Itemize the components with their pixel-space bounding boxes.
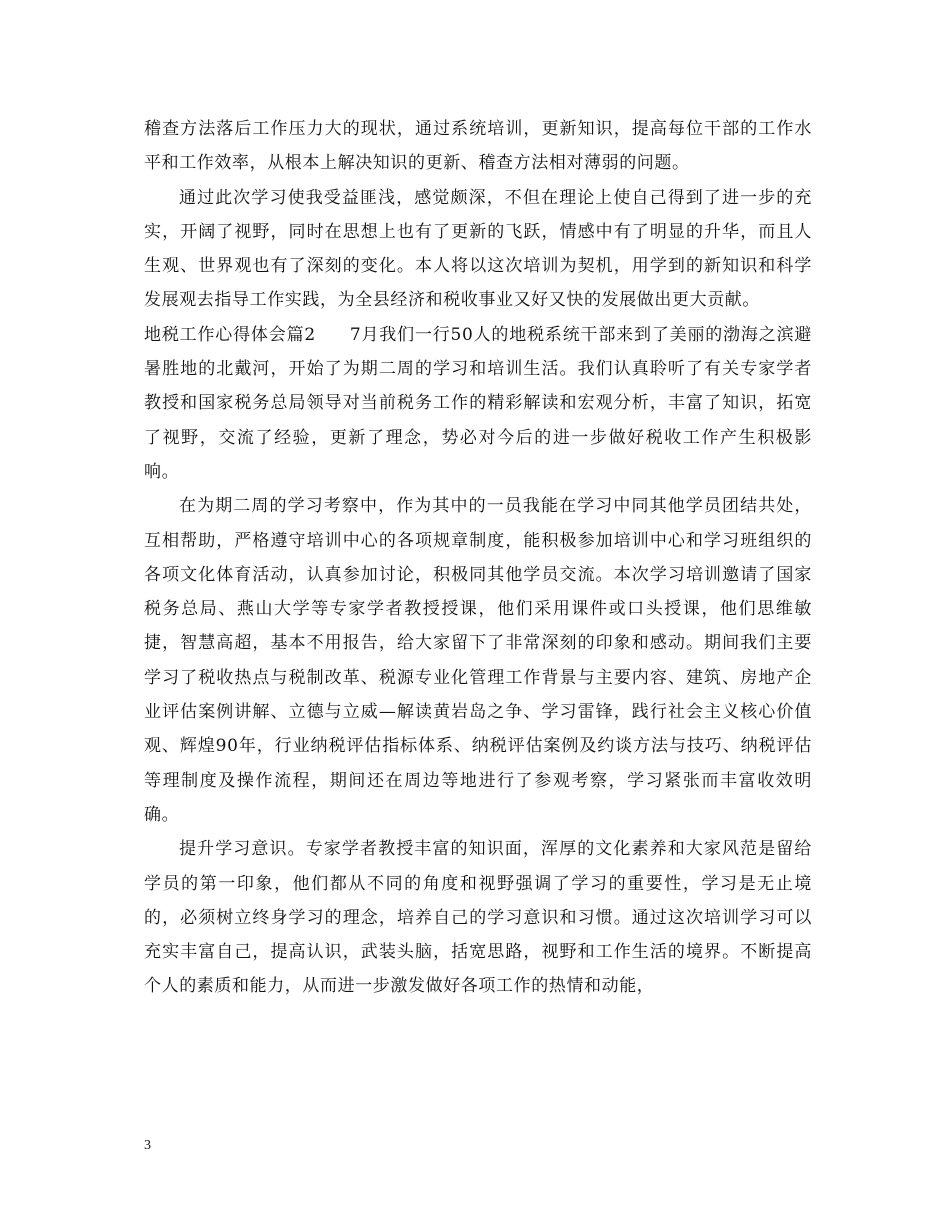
document-page — [144, 112, 812, 1112]
section-heading: 地税工作心得体会篇2 — [144, 324, 316, 345]
paragraph-continuation: 稽查方法落后工作压力大的现状，通过系统培训，更新知识，提高每位干部的工作水平和工作效率，从根本上解决知识的更新、稽查方法相对薄弱的问题。 — [144, 119, 812, 174]
paragraph: 提升学习意识。专家学者教授丰富的知识面，浑厚的文化素养和大家风范是留给学员的第一印象，他们都从不同的角度和视野强调了学习的重要性，学习是无止境的，必须树立终身学习的理念，培养自己的学习意识和习惯。通过这次培训学习可以充实丰富自己，提高认识，武装头脑，括宽思路，视野和工作生活的境界。不断提高个人的素质和能力，从而进一步激发做好各项工作的热情和动能， — [144, 839, 812, 997]
paragraph-body: 7月我们一行50人的地税系统干部来到了美丽的渤海之滨避暑胜地的北戴河，开始了为期二周的学习和培训生活。我们认真聆听了有关专家学者教授和国家税务总局领导对当前税务工作的精彩解读和宏观分析，丰富了知识，拓宽了视野，交流了经验，更新了理念，势必对今后的进一步做好税收工作产生积极影响。 — [144, 324, 812, 482]
paragraph: 通过此次学习使我受益匪浅，感觉颇深，不但在理论上使自己得到了进一步的充实，开阔了视野，同时在思想上也有了更新的飞跃，情感中有了明显的升华，而且人生观、世界观也有了深刻的变化。本人将以这次培训为契机，用学到的新知识和科学发展观去指导工作实践，为全县经济和税收事业又好又快的发展做出更大贡献。 — [144, 187, 812, 311]
page-number: 3 — [144, 1138, 151, 1153]
paragraph: 在为期二周的学习考察中，作为其中的一员我能在学习中同其他学员团结共处，互相帮助，严格遵守培训中心的各项规章制度，能积极参加培训中心和学习班组织的各项文化体育活动，认真参加讨论，积极同其他学员交流。本次学习培训邀请了国家税务总局、燕山大学等专家学者教授授课，他们采用课件或口头授课，他们思维敏捷，智慧高超，基本不用报告，给大家留下了非常深刻的印象和感动。期间我们主要学习了税收热点与税制改革、税源专业化管理工作背景与主要内容、建筑、房地产企业评估案例讲解、立德与立威—解读黄岩岛之争、学习雷锋，践行社会主义核心价值观、辉煌90年，行业纳税评估指标体系、纳税评估案例及约谈方法与技巧、纳税评估等理制度及操作流程，期间还在周边等地进行了参观考察，学习紧张而丰富收效明确。 — [144, 496, 812, 825]
paragraph-with-heading — [144, 318, 812, 489]
